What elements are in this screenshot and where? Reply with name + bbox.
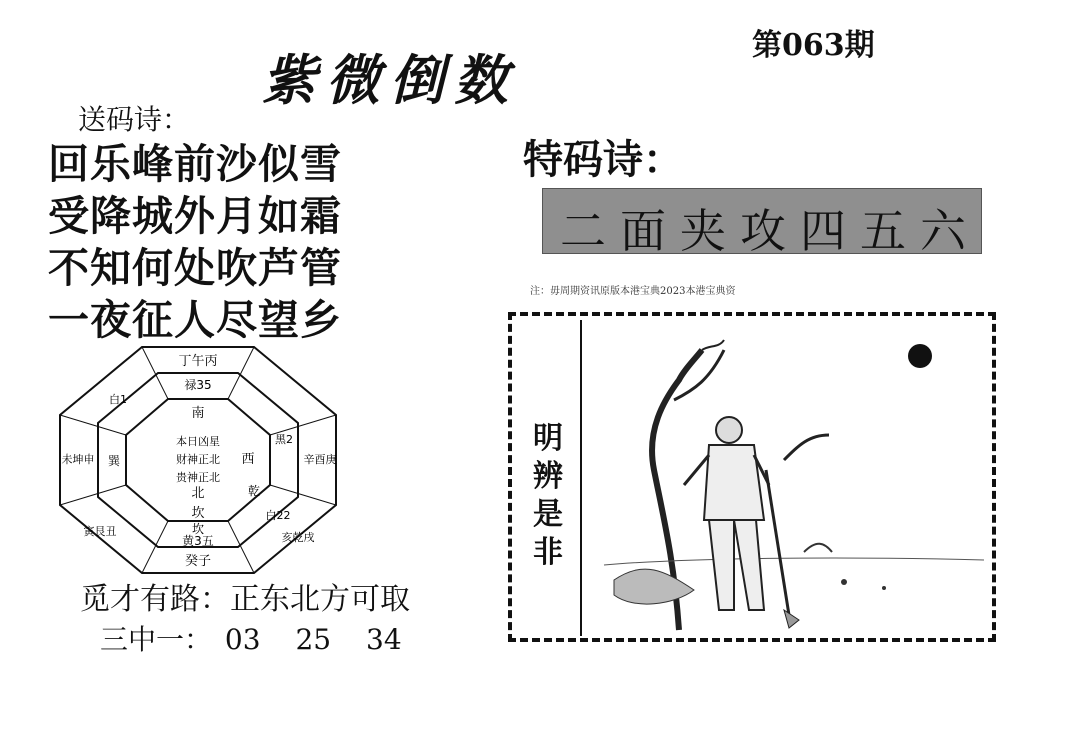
- side-char: 辨: [533, 459, 563, 494]
- bagua-south: 南: [191, 406, 205, 421]
- number-3: 34: [366, 623, 402, 656]
- three-label: 三中一：: [100, 623, 213, 656]
- bagua-center-star: 本日凶星: [176, 435, 220, 448]
- ring-label: 禄35: [184, 378, 212, 392]
- bagua-west: 西: [241, 452, 255, 467]
- note-text: 注：毋周期资讯原版本港宝典2023本港宝典资: [530, 286, 736, 297]
- special-poem-text: 二面夹攻四五六: [560, 204, 980, 258]
- poem-line: 一夜征人尽望乡: [48, 296, 342, 344]
- send-poem: [48, 138, 342, 346]
- ring-label: 黑2: [275, 433, 293, 446]
- ring-label: 亥乾戌: [281, 531, 315, 544]
- bagua-wealth: 财神正北: [176, 453, 220, 466]
- page-title: 紫微倒数: [262, 48, 518, 112]
- three-numbers: [100, 618, 402, 658]
- number-1: 03: [224, 623, 261, 656]
- side-char: 明: [533, 421, 563, 456]
- side-caption: [532, 420, 564, 572]
- poem-line: 不知何处吹芦管: [48, 244, 342, 292]
- bagua-kan: 坎: [191, 506, 205, 521]
- sun-icon: [908, 344, 932, 368]
- way-text: 觅才有路：正东北方可取: [80, 582, 410, 617]
- side-char: 非: [533, 535, 563, 570]
- poem-line: 受降城外月如霜: [48, 192, 342, 240]
- bagua-north: 北: [191, 486, 205, 501]
- ring-label: 未坤申: [61, 453, 95, 466]
- side-char: 是: [533, 497, 563, 532]
- scholar-illustration: [584, 320, 994, 636]
- ring-label: 白1: [109, 393, 127, 406]
- issue-number: 第063期: [752, 28, 875, 63]
- ring-label: 癸子: [184, 554, 212, 569]
- ring-label: 黄3五: [182, 534, 214, 548]
- ring-label: 白22: [265, 509, 291, 522]
- poem-line: 回乐峰前沙似雪: [48, 140, 342, 188]
- send-poem-label: 送码诗：: [78, 103, 191, 136]
- ring-label: 辛酉庚: [303, 453, 337, 466]
- ring-label: 丁午丙: [178, 354, 218, 369]
- number-2: 25: [295, 623, 332, 656]
- ring-label: 坎: [191, 522, 205, 536]
- scholar-figure: [684, 417, 799, 628]
- ground-line: [604, 558, 984, 565]
- ring-label: 乾: [247, 484, 261, 498]
- special-poem-label: 特码诗：: [523, 136, 683, 183]
- ring-label: 寅艮丑: [83, 525, 117, 538]
- bagua-noble: 贵神正北: [176, 471, 220, 484]
- ring-label: 巽: [107, 454, 121, 468]
- bagua-diagram: [58, 345, 338, 575]
